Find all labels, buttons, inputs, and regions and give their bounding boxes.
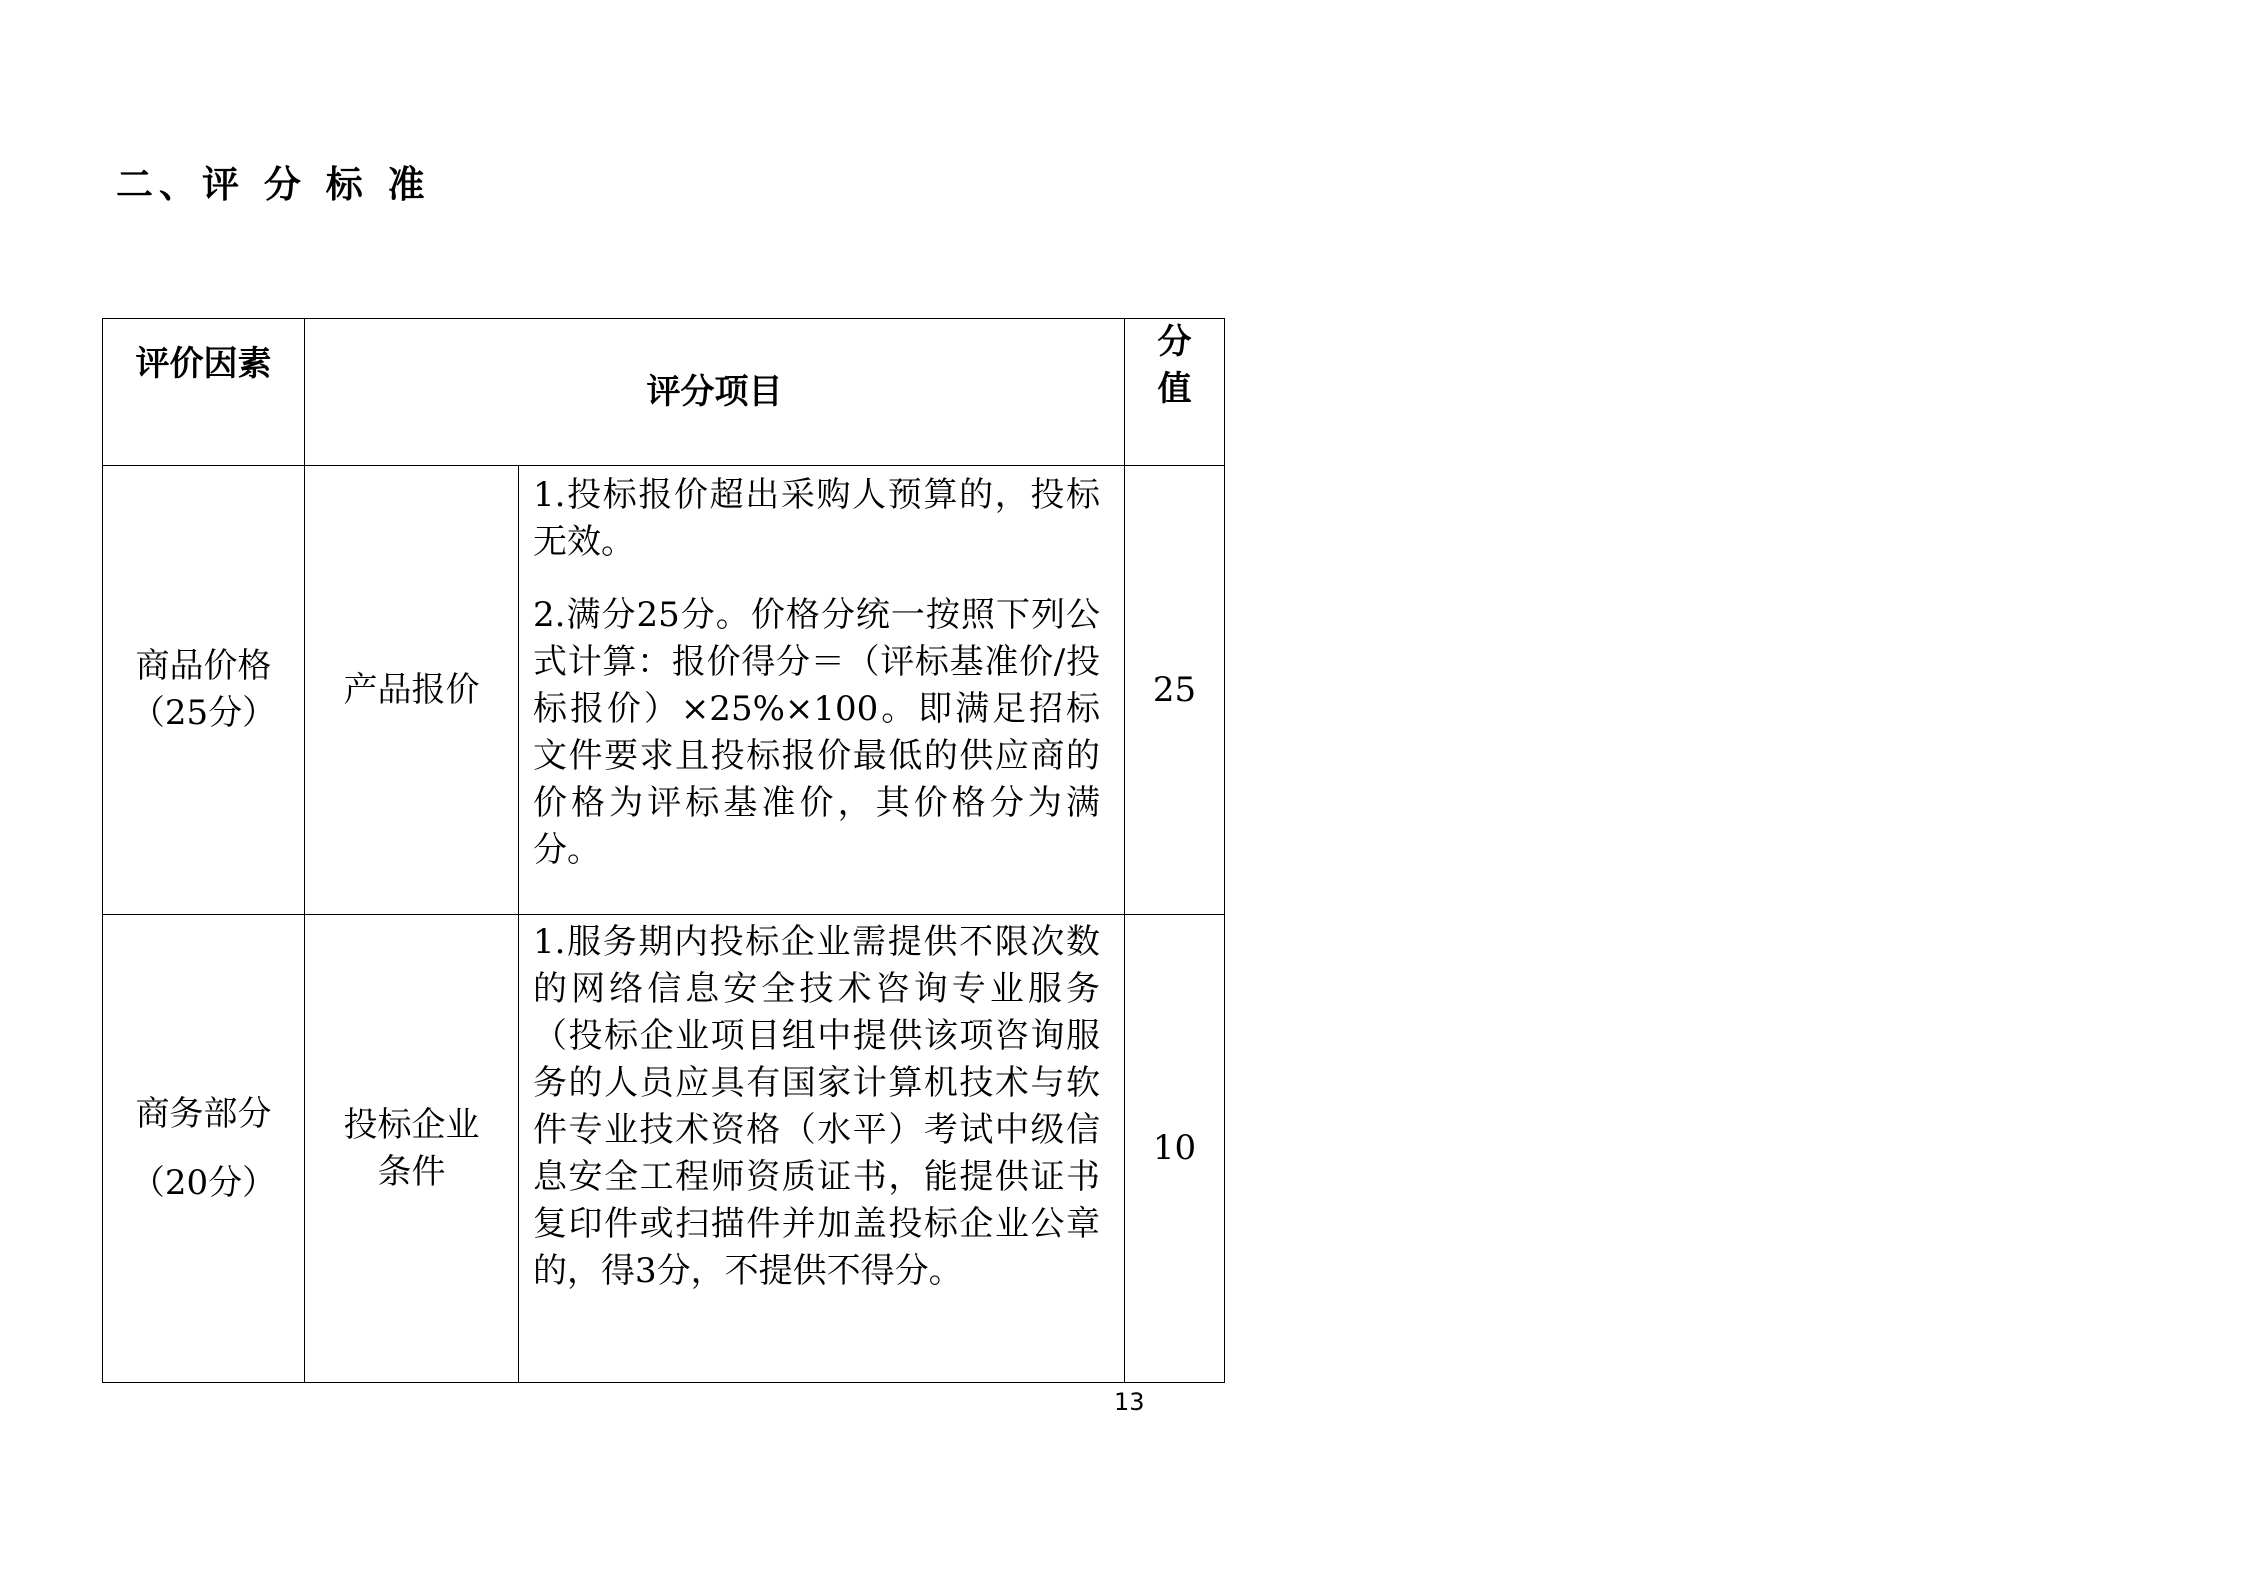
page-number: 13 [1114, 1388, 1145, 1416]
row-description [519, 915, 1125, 1383]
scoring-table [102, 318, 1225, 1383]
row-factor-line2: （25分） [130, 693, 277, 733]
table-row [103, 915, 1225, 1383]
section-heading: 二、评 分 标 准 [116, 162, 431, 206]
row-sub-item: 产品报价 [305, 466, 519, 915]
row-factor-line2: （20分） [130, 1162, 277, 1203]
description-paragraph: 2.满分25分。价格分统一按照下列公式计算：报价得分＝（评标基准价/投标报价）×25%×100。即满足招标文件要求且投标报价最低的供应商的价格为评标基准价，其价格分为满分。 [533, 595, 1100, 870]
description-paragraph: 1.服务期内投标企业需提供不限次数的网络信息安全技术咨询专业服务（投标企业项目组中提供该项咨询服务的人员应具有国家计算机技术与软件专业技术资格（水平）考试中级信息安全工程师资质证书，能提供证书复印件或扫描件并加盖投标企业公章的，得3分，不提供不得分。 [533, 922, 1100, 1291]
table-header-row [103, 319, 1225, 466]
row-factor [103, 915, 305, 1383]
header-factor: 评价因素 [103, 319, 305, 466]
row-sub-item-line2: 条件 [377, 1151, 446, 1192]
row-factor-line1: 商品价格 [135, 646, 272, 686]
row-sub-item [305, 915, 519, 1383]
header-score [1125, 319, 1225, 466]
row-description [519, 466, 1125, 915]
row-factor-line1: 商务部分 [135, 1093, 272, 1134]
row-sub-item-line1: 投标企业 [343, 1104, 480, 1145]
header-score-line1: 分 [1157, 322, 1192, 362]
row-factor [103, 466, 305, 915]
header-items: 评分项目 [305, 319, 1125, 466]
table-row [103, 466, 1225, 915]
description-paragraph: 1.投标报价超出采购人预算的，投标无效。 [533, 475, 1100, 562]
header-score-line2: 值 [1157, 369, 1192, 409]
row-score: 10 [1125, 915, 1225, 1383]
row-score: 25 [1125, 466, 1225, 915]
